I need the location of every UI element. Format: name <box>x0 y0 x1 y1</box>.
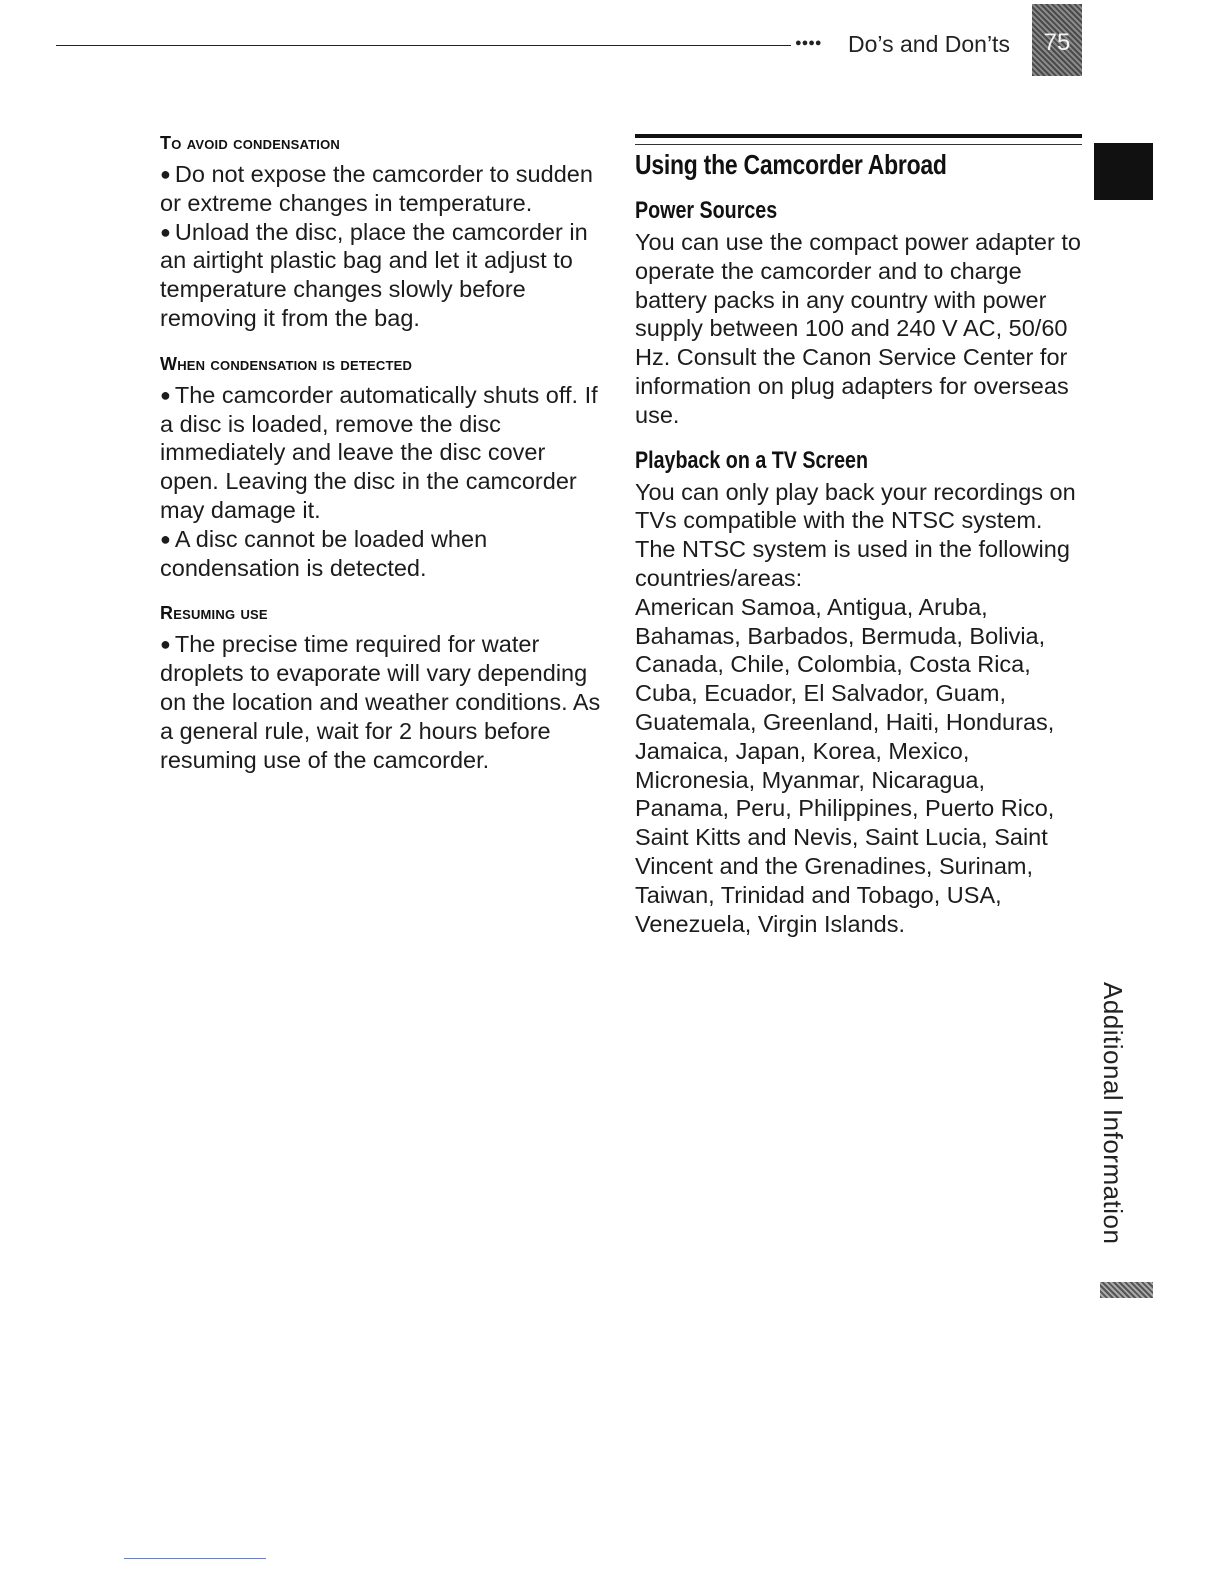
header-rule <box>56 45 791 46</box>
power-sources-text: You can use the compact power adapter to operate the camcorder and to charge battery packs in any country with power supply between 100 and 240 V AC, 50/60 Hz. Consult the Canon Service Center for information on plug adapters for overseas use. <box>635 229 1081 428</box>
side-label-text: Additional Information <box>1098 982 1128 1245</box>
playback-text: You can only play back your recordings on TVs compatible with the NTSC system. The NTSC system is used in the following countries/areas: <box>635 478 1076 591</box>
right-column <box>635 196 1085 938</box>
header-title: Do’s and Don’ts <box>848 31 1010 57</box>
when-detected-heading: When condensation is detected <box>160 353 413 374</box>
section-rule-thick <box>635 134 1082 138</box>
page-number: 75 <box>1043 29 1071 56</box>
list-item: ● The camcorder automatically shuts off. If a disc is loaded, remove the disc immediately and leave the disc cover open. Leaving the disc in the camcorder may damage it. <box>160 381 598 523</box>
side-label <box>1098 982 1128 1282</box>
bullet-icon: ● <box>160 221 171 242</box>
list-item: ● A disc cannot be loaded when condensation is detected. <box>160 525 488 581</box>
bullet-icon: ● <box>160 384 171 405</box>
footer-rule <box>124 1558 266 1559</box>
resuming-use-heading: Resuming use <box>160 603 268 624</box>
avoid-condensation-heading: To avoid condensation <box>160 133 340 153</box>
list-item: ● Unload the disc, place the camcorder in an airtight plastic bag and let it adjust to temperature changes slowly before removing it from the bag. <box>160 218 588 331</box>
power-sources-heading: Power Sources <box>635 197 778 224</box>
countries-list: American Samoa, Antigua, Aruba, Bahamas, Barbados, Bermuda, Bolivia, Canada, Chile, Colombia, Costa Rica, Cuba, Ecuador, El Salvador, Guam, Guatemala, Greenland, Haiti, Honduras, Jamaica, Japan, Korea, Mexico, Micronesia, Myanmar, Nicaragua, Panama, Peru, Philippines, Puerto Rico, Saint Kitts and Nevis, Saint Lucia, Saint Vincent and the Grenadines, Surinam, Taiwan, Trinidad and Tobago, USA, Venezuela, Virgin Islands. <box>635 593 1055 937</box>
bullet-icon: ● <box>160 634 171 655</box>
bullet-icon: ● <box>160 528 171 549</box>
list-item: ● The precise time required for water droplets to evaporate will vary depending on the location and weather conditions. As a general rule, wait for 2 hours before resuming use of the camcorder. <box>160 631 601 773</box>
playback-heading: Playback on a TV Screen <box>635 446 868 474</box>
list-item: ● Do not expose the camcorder to sudden or extreme changes in temperature. <box>160 161 593 216</box>
section-rule-thin <box>635 144 1082 145</box>
bullet-icon: ● <box>160 164 171 184</box>
section-title: Using the Camcorder Abroad <box>635 149 947 180</box>
header-dots: ●●●● <box>795 37 822 49</box>
chapter-tab <box>1094 143 1153 200</box>
section-marker <box>1100 1282 1153 1298</box>
left-column <box>160 130 605 774</box>
